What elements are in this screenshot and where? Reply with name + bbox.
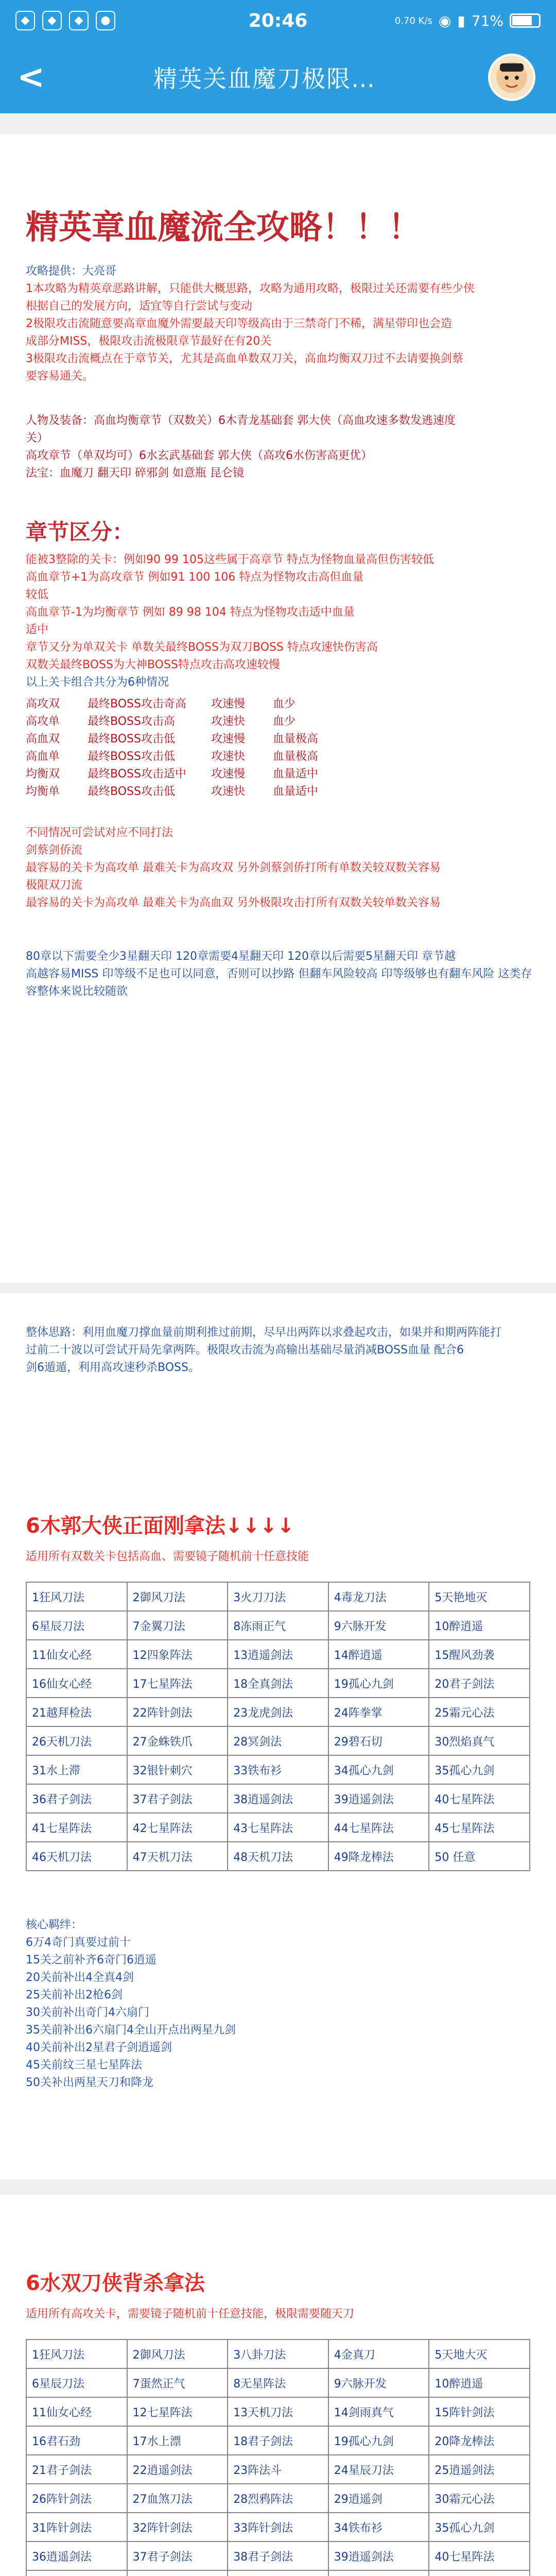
tip-line: 最容易的关卡为高攻单 最难关卡为高攻双 另外剑蔡剑侨打所有单数关较双数关容易 [26,861,441,874]
doc-heading: 精英章血魔流全攻略！！！ [26,209,421,247]
core-line: 25关前补出2枪6剑 [26,1989,123,2002]
chapter-line: 章节又分为单双关卡 单数关最终BOSS为双刀BOSS 特点攻速快伤害高 [26,641,378,654]
avatar-icon [494,59,530,95]
status-time: 20:46 [248,10,308,31]
grid-cell: 29碧石切 [328,1726,429,1755]
status-right-icons [345,12,541,29]
section-heading: 6水双刀侠背杀拿法 [26,2272,205,2295]
status-bar [0,0,556,41]
grid-cell: 37君子剑法 [127,1784,228,1813]
grid-cell: 41七星阵法 [26,1813,127,1842]
intro-line: 2极限攻击流随意要高章血魔外需要最天印等级高由于三禁奇门不稀，满星带印也会造 [26,317,452,330]
status-left-icons [15,11,211,30]
grid-cell: 15阵针剑法 [429,2397,530,2426]
grid-cell: 9六脉开发 [328,1611,429,1640]
grid-cell: 37君子剑法 [127,2541,228,2570]
grid-row [26,1669,530,1698]
grid-cell: 4金真刀 [328,2340,429,2368]
grid-cell: 9六脉开发 [328,2368,429,2397]
heroes-block [26,412,456,482]
grid-cell: 16君石劲 [26,2426,127,2455]
grid-cell [127,2570,228,2576]
grid-cell: 2御风刀法 [127,2340,228,2368]
grid-row [26,2570,530,2576]
grid-row [26,1726,530,1755]
grid-cell: 10醉逍遥 [429,1611,530,1640]
page-title: 精英关血魔刀极限… [153,65,376,93]
grid-cell: 36逍遥剑法 [26,2541,127,2570]
signal-icon: ▮ [457,12,465,29]
grid-cell: 2御风刀法 [127,1582,228,1611]
grid-cell: 18全真剑法 [228,1669,328,1698]
grid-cell: 21越拜检法 [26,1698,127,1726]
grid-cell: 22逍遥剑法 [127,2455,228,2484]
grid-cell: 35孤心九剑 [429,1755,530,1784]
grid-cell: 23阵法斗 [228,2455,328,2484]
core-line: 6万4奇门真要过前十 [26,1936,131,1949]
grid-cell: 49降龙棒法 [328,1842,429,1871]
grid-row [26,2368,530,2397]
grid-cell: 25逍遥剑法 [429,2455,530,2484]
chapter-line: 适中 [26,623,49,636]
section-subtitle: 适用所有双数关卡包括高血、需要镜子随机前十任意技能 [26,1550,309,1563]
grid-row [26,2541,530,2570]
chapter-line: 较低 [26,588,49,601]
core-line: 20关前补出4全真4剑 [26,1971,134,1984]
grid-cell: 28烈鸦阵法 [228,2484,328,2513]
grid-cell: 1狂风刀法 [26,1582,127,1611]
chapter-line: 以上关卡组合共分为6种情况 [26,676,169,689]
grid-row [26,1582,530,1611]
grid-cell: 33阵针剑法 [228,2513,328,2541]
grid-cell: 24星辰刀法 [328,2455,429,2484]
grid-cell: 33铁布衫 [228,1755,328,1784]
grid-cell: 38逍遥剑法 [228,1784,328,1813]
chapter-line: 能被3整除的关卡：例如90 99 105这些属于高章节 特点为怪物血量高但伤害较低 [26,553,434,566]
combo-row: 高攻单 最终BOSS攻击高 攻速快 血少 [26,715,296,728]
app-notification-icon: ◆ [69,11,89,30]
grid-cell: 12七星阵法 [127,2397,228,2426]
document-page-2 [0,1293,556,1458]
grid-cell: 7蛋然正气 [127,2368,228,2397]
grid-cell: 12四象阵法 [127,1640,228,1669]
grid-row [26,1640,530,1669]
back-button[interactable]: < [17,58,45,96]
grid-row [26,2455,530,2484]
footer-line: 容整体来说比较随欲 [26,985,128,998]
grid-row [26,2426,530,2455]
grid-cell: 38君子剑法 [228,2541,328,2570]
core-line: 35关前补出6六扇门4全山开点出两星九剑 [26,2024,236,2037]
intro-line: 成部分MISS，极限攻击流极限章节最好在有20关 [26,335,272,348]
strategy-line: 剑6遁遁，利用高攻速秒杀BOSS。 [26,1361,200,1374]
grid-cell: 8无星阵法 [228,2368,328,2397]
chapter-line: 高血章节+1为高攻章节 例如91 100 106 特点为怪物攻击高但血量 [26,571,364,584]
grid-cell: 6星辰刀法 [26,2368,127,2397]
document-page-3 [0,1458,556,2179]
grid-cell [429,2570,530,2576]
app-notification-icon: ◆ [42,11,62,30]
grid-cell: 46天机刀法 [26,1842,127,1871]
strategy-block [26,1324,501,1377]
grid-row [26,1784,530,1813]
grid-cell: 27血煞刀法 [127,2484,228,2513]
page-gap [0,113,556,134]
tips-block [26,824,441,912]
grid-cell: 29逍遥剑 [328,2484,429,2513]
grid-cell: 23龙虎剑法 [228,1698,328,1726]
battery-percent: 71% [471,12,503,29]
tip-line: 剑蔡剑侨流 [26,844,83,857]
grid-cell: 39逍遥剑法 [328,1784,429,1813]
intro-line: 1本攻略为精英章恶路讲解，只能供大概思路，攻略为通用攻略，极限过关还需要有些少侠 [26,282,475,295]
grid-cell: 34孤心九剑 [328,1755,429,1784]
intro-line: 攻略提供：大亮哥 [26,265,117,278]
core-line: 40关前补出2星君子剑逍遥剑 [26,2041,172,2054]
grid-cell: 4毒龙刀法 [328,1582,429,1611]
grid-cell: 5天地大灭 [429,2340,530,2368]
grid-cell: 16仙女心经 [26,1669,127,1698]
grid-cell: 14醉逍遥 [328,1640,429,1669]
grid-row [26,1755,530,1784]
core-line: 45关前纹三星七星阵法 [26,2059,142,2072]
grid-cell [26,2570,127,2576]
grid-cell: 7金翼刀法 [127,1611,228,1640]
hero-line: 法宝：血魔刀 翻天印 碎邪剑 如意瓶 昆仑镜 [26,467,244,480]
grid-cell: 1狂风刀法 [26,2340,127,2368]
grid-cell: 32银针刺穴 [127,1755,228,1784]
grid-cell: 19孤心九剑 [328,2426,429,2455]
grid-cell: 44七星阵法 [328,1813,429,1842]
grid-row [26,1813,530,1842]
chapter-block [26,551,434,691]
grid-row [26,2513,530,2541]
grid-cell: 15醒风劲袭 [429,1640,530,1669]
grid-cell: 14剑雨真气 [328,2397,429,2426]
intro-line: 要容易通关。 [26,370,94,383]
page-gap [0,1283,556,1293]
tip-line: 极限双刀流 [26,879,83,892]
grid-cell: 34铁布衫 [328,2513,429,2541]
section-heading: 6木郭大侠正面刚拿法↓↓↓↓ [26,1514,294,1538]
grid-cell: 13逍遥剑法 [228,1640,328,1669]
grid-cell: 8冻雨正气 [228,1611,328,1640]
core-title: 核心羁绊： [26,1919,83,1931]
page-gap [0,2179,556,2195]
footer-block [26,948,532,1001]
grid-cell: 42七星阵法 [127,1813,228,1842]
net-speed: 0.70 K/s [394,15,432,26]
section-heading: 章节区分： [26,519,134,545]
footer-line: 高越容易MISS 印等级不足也可以同意，否则可以抄路 但翻车风险较高 印等级够也有翻车风险 这类存 [26,968,532,980]
strategy-line: 过前二十波以可尝试开局先拿两阵。极限攻击流为高输出基础尽量消减BOSS血量 配合6 [26,1344,464,1357]
grid-cell: 20君子剑法 [429,1669,530,1698]
combo-table [26,696,318,801]
grid-cell: 43七星阵法 [228,1813,328,1842]
battery-icon [510,13,541,28]
chapter-line: 双数关最终BOSS为大神BOSS特点攻击高攻速较慢 [26,658,280,671]
grid-row [26,2340,530,2368]
intro-line: 3极限攻击流概点在于章节关，尤其是高血单数双刀关，高血均衡双刀过不去请要换剑蔡 [26,352,463,365]
combo-row: 高攻双 最终BOSS攻击奇高 攻速慢 血少 [26,698,296,710]
footer-line: 80章以下需要全少3星翻天印 120章需要4星翻天印 120章以后需要5星翻天印 章节越 [26,950,456,963]
grid-cell: 40七星阵法 [429,2541,530,2570]
grid-cell: 24阵拳掌 [328,1698,429,1726]
grid-cell: 48天机刀法 [228,1842,328,1871]
app-notification-icon: ● [96,11,115,30]
grid-cell: 39逍遥剑法 [328,2541,429,2570]
grid-cell: 3八卦刀法 [228,2340,328,2368]
grid-cell [328,2570,429,2576]
grid-cell: 50 任意 [429,1842,530,1871]
grid-cell: 45七星阵法 [429,1813,530,1842]
grid-cell: 28冥剑法 [228,1726,328,1755]
grid-row [26,2484,530,2513]
grid-row [26,1611,530,1640]
hero-line: 关） [26,432,49,445]
tip-line: 最容易的关卡为高攻单 最难关卡为高血双 另外极限攻击打所有双数关较单数关容易 [26,896,441,909]
nav-bar [0,41,556,113]
core-block [26,1917,236,2092]
combo-row: 高血单 最终BOSS攻击低 攻速快 血量极高 [26,750,319,763]
combo-row: 高血双 最终BOSS攻击低 攻速慢 血量极高 [26,733,319,745]
chapter-line: 高血章节-1为均衡章节 例如 89 98 104 特点为怪物攻击适中血量 [26,606,355,619]
strategy-line: 整体思路：利用血魔刀撑血量前期利推过前期，尽早出两阵以求叠起攻击，如果并和期两阵能打 [26,1326,502,1339]
core-line: 15关之前补齐6奇门6逍遥 [26,1954,157,1967]
hero-line: 高攻章节（单双均可）6水玄武基础套 郭大侠（高攻6水伤害高更优） [26,449,372,462]
grid-cell: 17水上漂 [127,2426,228,2455]
grid-cell: 21君子剑法 [26,2455,127,2484]
grid-cell: 26天机刀法 [26,1726,127,1755]
grid-cell: 30烈焰真气 [429,1726,530,1755]
grid-cell: 36君子剑法 [26,1784,127,1813]
grid-cell [228,2570,328,2576]
intro-block [26,263,475,385]
grid-cell: 6星辰刀法 [26,1611,127,1640]
grid-cell: 5天艳地灭 [429,1582,530,1611]
grid-cell: 31水上滞 [26,1755,127,1784]
combo-row: 均衡单 最终BOSS攻击低 攻速快 血量适中 [26,785,319,798]
document-page-4 [0,2195,556,2576]
grid-cell: 22阵针剑法 [127,1698,228,1726]
grid-cell: 31阵针剑法 [26,2513,127,2541]
grid-cell: 11仙女心经 [26,2397,127,2426]
grid-cell: 47天机刀法 [127,1842,228,1871]
grid-cell: 13天机刀法 [228,2397,328,2426]
intro-line: 根据自己的发展方向，适宜等自行尝试与变动 [26,300,253,313]
grid-cell: 26阵针剑法 [26,2484,127,2513]
grid-cell: 32阵针剑法 [127,2513,228,2541]
grid-cell: 27金蛛铁爪 [127,1726,228,1755]
grid-row [26,2397,530,2426]
grid-cell: 11仙女心经 [26,1640,127,1669]
app-notification-icon: ◆ [15,11,35,30]
grid-row [26,1698,530,1726]
core-line: 30关前补出奇门4六扇门 [26,2006,149,2019]
document-page-1 [0,134,556,1283]
grid-cell: 18君子剑法 [228,2426,328,2455]
skill-grid [26,1582,530,1871]
grid-row [26,1842,530,1871]
core-line: 50关补出两星天刀和降龙 [26,2076,153,2089]
grid-cell: 35孤心九剑 [429,2513,530,2541]
grid-cell: 3火刀刀法 [228,1582,328,1611]
skill-grid [26,2339,530,2576]
grid-cell: 10醉逍遥 [429,2368,530,2397]
section-subtitle: 适用所有高攻关卡，需要镜子随机前十任意技能，极限需要随天刀 [26,2308,355,2320]
hero-line: 人物及装备：高血均衡章节（双数关）6木青龙基础套 郭大侠（高血攻速多数发逃速度 [26,414,456,427]
wifi-icon: ◉ [438,12,451,29]
grid-cell: 40七星阵法 [429,1784,530,1813]
grid-cell: 30霜元心法 [429,2484,530,2513]
combo-row: 均衡双 最终BOSS攻击适中 攻速慢 血量适中 [26,768,319,781]
grid-cell: 19孤心九剑 [328,1669,429,1698]
grid-cell: 17七星阵法 [127,1669,228,1698]
grid-cell: 20降龙棒法 [429,2426,530,2455]
tip-line: 不同情况可尝试对应不同打法 [26,826,173,839]
avatar[interactable] [488,54,535,101]
grid-cell: 25霜元心法 [429,1698,530,1726]
